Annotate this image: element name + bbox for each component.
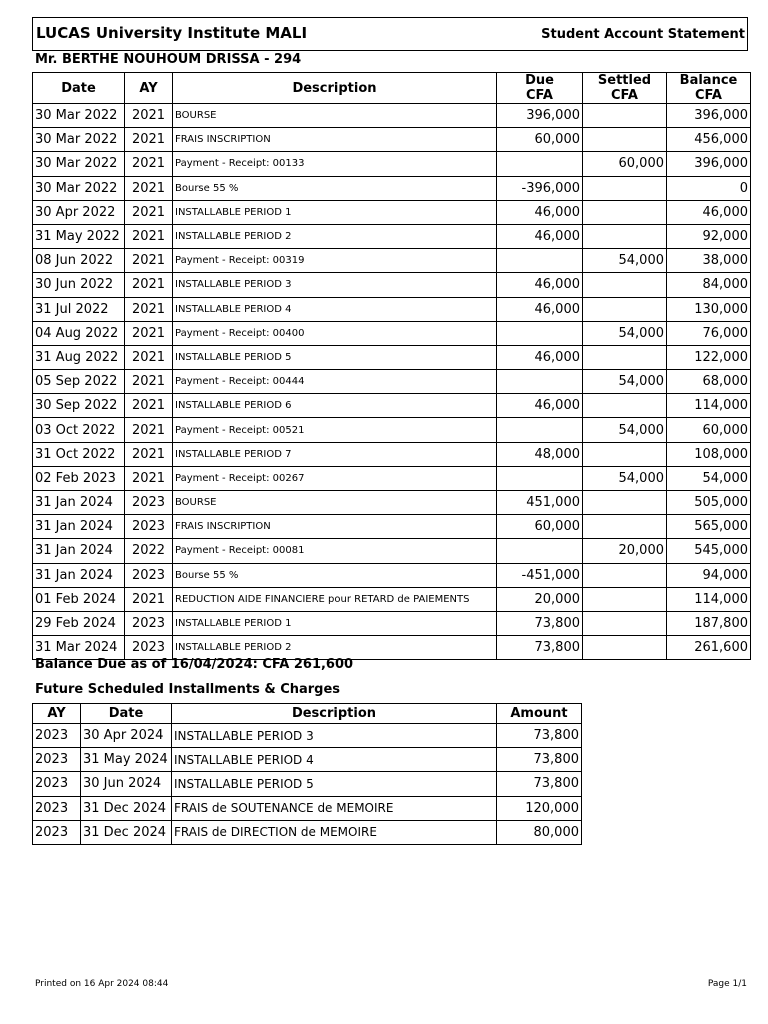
ledger-ay-cell: 2021 (125, 321, 173, 345)
ledger-settled-cell (583, 345, 667, 369)
ledger-settled-cell (583, 200, 667, 224)
ledger-balance-cell: 76,000 (667, 321, 751, 345)
ledger-due-cell (497, 418, 583, 442)
ledger-due-cell: 46,000 (497, 273, 583, 297)
ledger-row (33, 297, 751, 321)
ledger-balance-cell: 46,000 (667, 200, 751, 224)
ledger-description-cell: Payment - Receipt: 00444 (173, 370, 497, 394)
ledger-row (33, 442, 751, 466)
ledger-description-cell: Payment - Receipt: 00081 (173, 539, 497, 563)
ledger-ay-cell: 2021 (125, 297, 173, 321)
future-description-cell: INSTALLABLE PERIOD 5 (172, 772, 497, 796)
col-description-header: Description (173, 73, 497, 104)
ledger-due-cell: 60,000 (497, 128, 583, 152)
printed-timestamp: Printed on 16 Apr 2024 08:44 (35, 979, 169, 989)
ledger-row (33, 515, 751, 539)
ledger-row (33, 563, 751, 587)
ledger-due-cell: 73,800 (497, 636, 583, 660)
ledger-row (33, 152, 751, 176)
ledger-date-cell: 08 Jun 2022 (33, 249, 125, 273)
ledger-date-cell: 31 Jan 2024 (33, 491, 125, 515)
ledger-description-cell: FRAIS INSCRIPTION (173, 128, 497, 152)
ledger-settled-cell (583, 104, 667, 128)
ledger-row (33, 321, 751, 345)
ledger-date-cell: 31 Aug 2022 (33, 345, 125, 369)
ledger-balance-cell: 396,000 (667, 152, 751, 176)
col-due-header (497, 73, 583, 104)
future-date-cell: 31 Dec 2024 (81, 796, 172, 820)
future-row (33, 748, 582, 772)
future-ay-cell: 2023 (33, 772, 81, 796)
ledger-row (33, 394, 751, 418)
future-row (33, 820, 582, 844)
ledger-date-cell: 31 Jan 2024 (33, 539, 125, 563)
ledger-balance-cell: 565,000 (667, 515, 751, 539)
ledger-description-cell: BOURSE (173, 491, 497, 515)
ledger-ay-cell: 2021 (125, 176, 173, 200)
ledger-date-cell: 30 Mar 2022 (33, 128, 125, 152)
ledger-ay-cell: 2023 (125, 563, 173, 587)
ledger-description-cell: INSTALLABLE PERIOD 7 (173, 442, 497, 466)
ledger-due-cell: 46,000 (497, 200, 583, 224)
ledger-settled-cell: 60,000 (583, 152, 667, 176)
ledger-row (33, 273, 751, 297)
ledger-due-cell: 20,000 (497, 587, 583, 611)
ledger-settled-cell (583, 611, 667, 635)
col-ay-header: AY (125, 73, 173, 104)
ledger-balance-cell: 505,000 (667, 491, 751, 515)
ledger-balance-cell: 84,000 (667, 273, 751, 297)
ledger-row (33, 249, 751, 273)
ledger-description-cell: INSTALLABLE PERIOD 2 (173, 636, 497, 660)
ledger-ay-cell: 2023 (125, 491, 173, 515)
future-amount-cell: 120,000 (497, 796, 582, 820)
ledger-ay-cell: 2022 (125, 539, 173, 563)
ledger-row (33, 345, 751, 369)
ledger-row (33, 224, 751, 248)
ledger-due-cell: -451,000 (497, 563, 583, 587)
future-description-cell: INSTALLABLE PERIOD 3 (172, 724, 497, 748)
future-section-title: Future Scheduled Installments & Charges (35, 682, 341, 697)
ledger-balance-cell: 187,800 (667, 611, 751, 635)
ledger-row (33, 200, 751, 224)
future-ay-cell: 2023 (33, 724, 81, 748)
ledger-due-cell: 451,000 (497, 491, 583, 515)
ledger-due-cell: 48,000 (497, 442, 583, 466)
ledger-due-cell (497, 249, 583, 273)
ledger-settled-cell (583, 224, 667, 248)
ledger-settled-cell (583, 442, 667, 466)
ledger-balance-cell: 38,000 (667, 249, 751, 273)
future-description-cell: FRAIS de SOUTENANCE de MEMOIRE (172, 796, 497, 820)
ledger-table (32, 72, 751, 660)
ledger-balance-cell: 456,000 (667, 128, 751, 152)
ledger-row (33, 128, 751, 152)
ledger-header-row (33, 73, 751, 104)
ledger-balance-cell: 130,000 (667, 297, 751, 321)
ledger-row (33, 611, 751, 635)
ledger-balance-cell: 54,000 (667, 466, 751, 490)
ledger-ay-cell: 2021 (125, 394, 173, 418)
ledger-due-cell (497, 370, 583, 394)
ledger-description-cell: INSTALLABLE PERIOD 2 (173, 224, 497, 248)
ledger-description-cell: Payment - Receipt: 00521 (173, 418, 497, 442)
ledger-date-cell: 31 Jul 2022 (33, 297, 125, 321)
ledger-balance-cell: 94,000 (667, 563, 751, 587)
ledger-ay-cell: 2021 (125, 587, 173, 611)
ledger-date-cell: 04 Aug 2022 (33, 321, 125, 345)
ledger-date-cell: 31 Jan 2024 (33, 563, 125, 587)
ledger-description-cell: Bourse 55 % (173, 563, 497, 587)
ledger-ay-cell: 2021 (125, 152, 173, 176)
ledger-ay-cell: 2021 (125, 273, 173, 297)
future-body (33, 724, 582, 845)
ledger-settled-cell (583, 128, 667, 152)
ledger-row (33, 104, 751, 128)
ledger-settled-cell (583, 587, 667, 611)
ledger-settled-cell (583, 394, 667, 418)
ledger-ay-cell: 2023 (125, 611, 173, 635)
ledger-settled-cell: 54,000 (583, 418, 667, 442)
ledger-date-cell: 30 Sep 2022 (33, 394, 125, 418)
future-description-cell: FRAIS de DIRECTION de MEMOIRE (172, 820, 497, 844)
ledger-due-cell: 46,000 (497, 345, 583, 369)
ledger-due-cell (497, 152, 583, 176)
col-settled-label: Settled (597, 73, 652, 88)
col-due-label: Due (525, 73, 554, 88)
ledger-balance-cell: 261,600 (667, 636, 751, 660)
ledger-description-cell: Payment - Receipt: 00133 (173, 152, 497, 176)
future-row (33, 772, 582, 796)
future-row (33, 796, 582, 820)
ledger-settled-cell (583, 515, 667, 539)
future-ay-cell: 2023 (33, 796, 81, 820)
ledger-ay-cell: 2023 (125, 515, 173, 539)
future-date-cell: 31 Dec 2024 (81, 820, 172, 844)
ledger-date-cell: 31 Oct 2022 (33, 442, 125, 466)
ledger-date-cell: 30 Jun 2022 (33, 273, 125, 297)
col-balance-header (667, 73, 751, 104)
ledger-ay-cell: 2021 (125, 370, 173, 394)
ledger-description-cell: Payment - Receipt: 00400 (173, 321, 497, 345)
ledger-due-cell: -396,000 (497, 176, 583, 200)
ledger-due-cell (497, 539, 583, 563)
ledger-row (33, 491, 751, 515)
future-amount-cell: 73,800 (497, 772, 582, 796)
ledger-balance-cell: 545,000 (667, 539, 751, 563)
ledger-due-cell: 46,000 (497, 297, 583, 321)
ledger-balance-cell: 114,000 (667, 587, 751, 611)
ledger-due-cell: 73,800 (497, 611, 583, 635)
ledger-due-cell: 46,000 (497, 224, 583, 248)
ledger-date-cell: 29 Feb 2024 (33, 611, 125, 635)
ledger-row (33, 466, 751, 490)
future-date-cell: 30 Jun 2024 (81, 772, 172, 796)
ledger-row (33, 176, 751, 200)
ledger-due-cell (497, 466, 583, 490)
ledger-body (33, 104, 751, 660)
ledger-balance-cell: 68,000 (667, 370, 751, 394)
future-date-cell: 30 Apr 2024 (81, 724, 172, 748)
ledger-due-cell: 60,000 (497, 515, 583, 539)
ledger-description-cell: INSTALLABLE PERIOD 5 (173, 345, 497, 369)
col-balance-label: Balance (679, 73, 738, 88)
ledger-settled-cell: 54,000 (583, 249, 667, 273)
ledger-balance-cell: 92,000 (667, 224, 751, 248)
future-table (32, 703, 582, 845)
ledger-ay-cell: 2021 (125, 104, 173, 128)
ledger-description-cell: INSTALLABLE PERIOD 1 (173, 611, 497, 635)
future-amount-cell: 73,800 (497, 748, 582, 772)
ledger-ay-cell: 2021 (125, 224, 173, 248)
ledger-date-cell: 03 Oct 2022 (33, 418, 125, 442)
ledger-date-cell: 01 Feb 2024 (33, 587, 125, 611)
ledger-date-cell: 30 Mar 2022 (33, 104, 125, 128)
ledger-description-cell: Bourse 55 % (173, 176, 497, 200)
future-ay-cell: 2023 (33, 820, 81, 844)
ledger-settled-cell (583, 176, 667, 200)
ledger-date-cell: 31 May 2022 (33, 224, 125, 248)
ledger-description-cell: INSTALLABLE PERIOD 1 (173, 200, 497, 224)
ledger-balance-cell: 122,000 (667, 345, 751, 369)
future-col-ay-header: AY (33, 704, 81, 724)
ledger-balance-cell: 0 (667, 176, 751, 200)
ledger-due-cell (497, 321, 583, 345)
ledger-row (33, 370, 751, 394)
ledger-row (33, 587, 751, 611)
ledger-due-cell: 46,000 (497, 394, 583, 418)
ledger-settled-cell: 54,000 (583, 370, 667, 394)
col-balance-currency: CFA (695, 88, 722, 103)
ledger-settled-cell (583, 636, 667, 660)
ledger-date-cell: 02 Feb 2023 (33, 466, 125, 490)
ledger-date-cell: 30 Mar 2022 (33, 152, 125, 176)
ledger-date-cell: 05 Sep 2022 (33, 370, 125, 394)
ledger-description-cell: INSTALLABLE PERIOD 4 (173, 297, 497, 321)
ledger-date-cell: 31 Mar 2024 (33, 636, 125, 660)
ledger-settled-cell (583, 297, 667, 321)
ledger-ay-cell: 2021 (125, 249, 173, 273)
future-header-row (33, 704, 582, 724)
ledger-date-cell: 31 Jan 2024 (33, 515, 125, 539)
page-number: Page 1/1 (707, 979, 747, 989)
future-ay-cell: 2023 (33, 748, 81, 772)
ledger-ay-cell: 2021 (125, 418, 173, 442)
ledger-ay-cell: 2021 (125, 200, 173, 224)
ledger-balance-cell: 108,000 (667, 442, 751, 466)
ledger-due-cell: 396,000 (497, 104, 583, 128)
statement-header (32, 17, 748, 51)
balance-due: Balance Due as of 16/04/2024: CFA 261,600 (35, 657, 354, 672)
ledger-row (33, 539, 751, 563)
student-name: Mr. BERTHE NOUHOUM DRISSA - 294 (35, 52, 302, 67)
ledger-settled-cell (583, 563, 667, 587)
ledger-balance-cell: 60,000 (667, 418, 751, 442)
ledger-description-cell: INSTALLABLE PERIOD 6 (173, 394, 497, 418)
col-due-currency: CFA (526, 88, 553, 103)
future-date-cell: 31 May 2024 (81, 748, 172, 772)
future-col-description-header: Description (172, 704, 497, 724)
ledger-ay-cell: 2021 (125, 128, 173, 152)
ledger-date-cell: 30 Mar 2022 (33, 176, 125, 200)
ledger-description-cell: Payment - Receipt: 00267 (173, 466, 497, 490)
col-date-header: Date (33, 73, 125, 104)
ledger-balance-cell: 396,000 (667, 104, 751, 128)
ledger-settled-cell (583, 273, 667, 297)
institution-name: LUCAS University Institute MALI (36, 24, 308, 42)
future-amount-cell: 80,000 (497, 820, 582, 844)
ledger-description-cell: INSTALLABLE PERIOD 3 (173, 273, 497, 297)
ledger-settled-cell (583, 491, 667, 515)
ledger-settled-cell: 20,000 (583, 539, 667, 563)
future-description-cell: INSTALLABLE PERIOD 4 (172, 748, 497, 772)
ledger-balance-cell: 114,000 (667, 394, 751, 418)
future-col-date-header: Date (81, 704, 172, 724)
ledger-ay-cell: 2021 (125, 345, 173, 369)
ledger-ay-cell: 2023 (125, 636, 173, 660)
document-title: Student Account Statement (541, 27, 745, 42)
ledger-row (33, 418, 751, 442)
future-row (33, 724, 582, 748)
ledger-date-cell: 30 Apr 2022 (33, 200, 125, 224)
ledger-ay-cell: 2021 (125, 442, 173, 466)
col-settled-header (583, 73, 667, 104)
col-settled-currency: CFA (611, 88, 638, 103)
ledger-ay-cell: 2021 (125, 466, 173, 490)
future-col-amount-header: Amount (497, 704, 582, 724)
future-amount-cell: 73,800 (497, 724, 582, 748)
ledger-description-cell: Payment - Receipt: 00319 (173, 249, 497, 273)
ledger-settled-cell: 54,000 (583, 466, 667, 490)
ledger-description-cell: FRAIS INSCRIPTION (173, 515, 497, 539)
ledger-description-cell: BOURSE (173, 104, 497, 128)
ledger-settled-cell: 54,000 (583, 321, 667, 345)
ledger-description-cell: REDUCTION AIDE FINANCIERE pour RETARD de PAIEMENTS (173, 587, 497, 611)
